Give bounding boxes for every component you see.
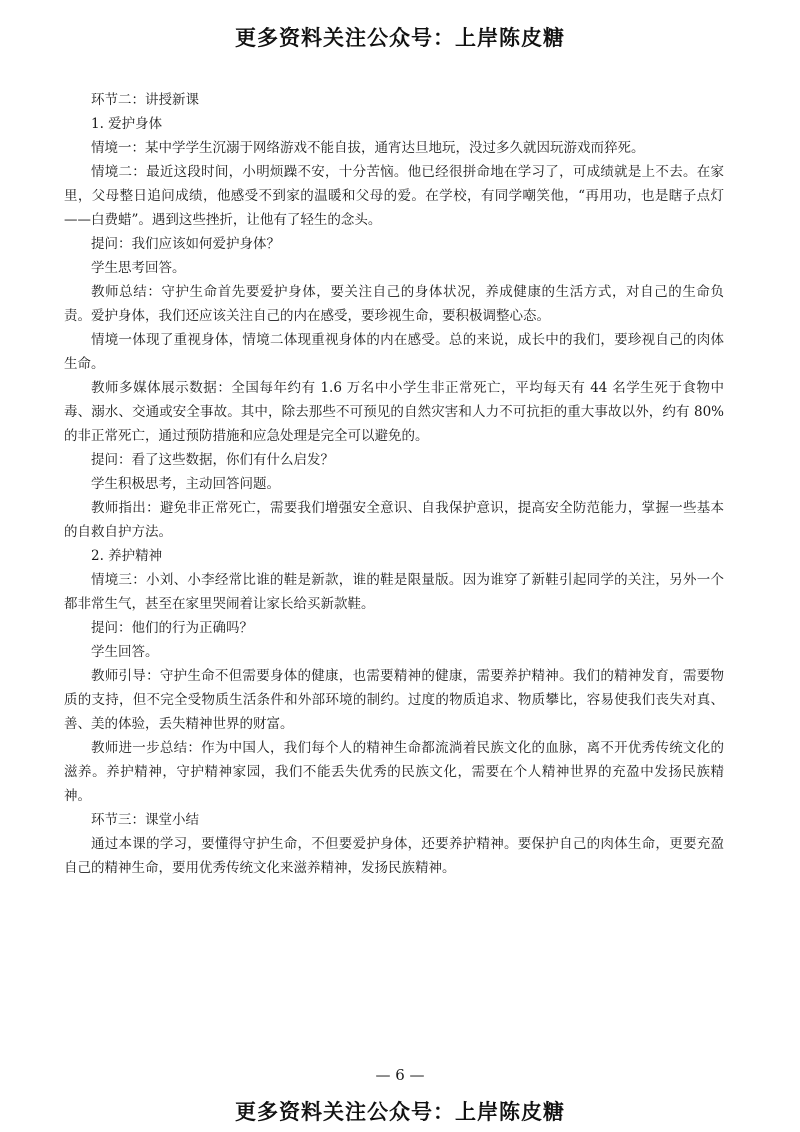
paragraph: 教师进一步总结：作为中国人，我们每个人的精神生命都流淌着民族文化的血脉，离不开优秀传统文化的滋养。养护精神，守护精神家园，我们不能丢失优秀的民族文化，需要在个人精神世界的充盈中发扬民族精神。 xyxy=(64,740,724,804)
paragraph: 提问：看了这些数据，你们有什么启发？ xyxy=(91,452,334,468)
paragraph: 提问：他们的行为正确吗？ xyxy=(91,620,253,636)
paragraph: 情境一：某中学学生沉溺于网络游戏不能自拔，通宵达旦地玩，没过多久就因玩游戏而猝死。 xyxy=(91,140,645,156)
paragraph: 学生回答。 xyxy=(91,644,159,660)
paragraph: 学生思考回答。 xyxy=(91,260,186,276)
subsection-heading: 1. 爱护身体 xyxy=(91,116,163,132)
subsection-heading: 2. 养护精神 xyxy=(91,548,163,564)
paragraph: 教师总结：守护生命首先要爱护身体，要关注自己的身体状况，养成健康的生活方式，对自己的生命负责。爱护身体，我们还应该关注自己的内在感受，要珍视生命，要积极调整心态。 xyxy=(64,284,724,324)
section-heading: 环节三：课堂小结 xyxy=(91,812,199,828)
paragraph: 学生积极思考，主动回答问题。 xyxy=(91,476,280,492)
paragraph: 情境三：小刘、小李经常比谁的鞋是新款，谁的鞋是限量版。因为谁穿了新鞋引起同学的关注，另外一个都非常生气，甚至在家里哭闹着让家长给买新款鞋。 xyxy=(64,572,724,612)
paragraph: 通过本课的学习，要懂得守护生命，不但要爱护身体，还要养护精神。要保护自己的肉体生命，更要充盈自己的精神生命，要用优秀传统文化来滋养精神，发扬民族精神。 xyxy=(64,836,724,876)
page-number: — 6 — xyxy=(375,1066,425,1084)
paragraph: 提问：我们应该如何爱护身体？ xyxy=(91,236,280,252)
paragraph: 教师指出：避免非正常死亡，需要我们增强安全意识、自我保护意识，提高安全防范能力，掌握一些基本的自救自护方法。 xyxy=(64,500,724,540)
paragraph: 情境二：最近这段时间，小明烦躁不安，十分苦恼。他已经很拼命地在学习了，可成绩就是上不去。在家里，父母整日追问成绩，他感受不到家的温暖和父母的爱。在学校，有同学嘲笑他，“再用功，也是瞎子点灯——白费蜡”。遇到这些挫折，让他有了轻生的念头。 xyxy=(64,164,724,228)
paragraph: 教师多媒体展示数据：全国每年约有 1.6 万名中小学生非正常死亡，平均每天有 44 名学生死于食物中毒、溺水、交通或安全事故。其中，除去那些不可预见的自然灾害和人力不可抗拒的重大事故以外，约有 80% 的非正常死亡，通过预防措施和应急处理是完全可以避免的。 xyxy=(64,380,724,444)
paragraph: 情境一体现了重视身体，情境二体现重视身体的内在感受。总的来说，成长中的我们，要珍视自己的肉体生命。 xyxy=(64,332,724,372)
document-body xyxy=(64,88,724,880)
header-banner: 更多资料关注公众号：上岸陈皮糖 xyxy=(235,26,565,50)
section-heading: 环节二：讲授新课 xyxy=(91,92,199,108)
footer-banner: 更多资料关注公众号：上岸陈皮糖 xyxy=(235,1100,565,1124)
paragraph: 教师引导：守护生命不但需要身体的健康，也需要精神的健康，需要养护精神。我们的精神发育，需要物质的支持，但不完全受物质生活条件和外部环境的制约。过度的物质追求、物质攀比，容易使我们丧失对真、善、美的体验，丢失精神世界的财富。 xyxy=(64,668,724,732)
